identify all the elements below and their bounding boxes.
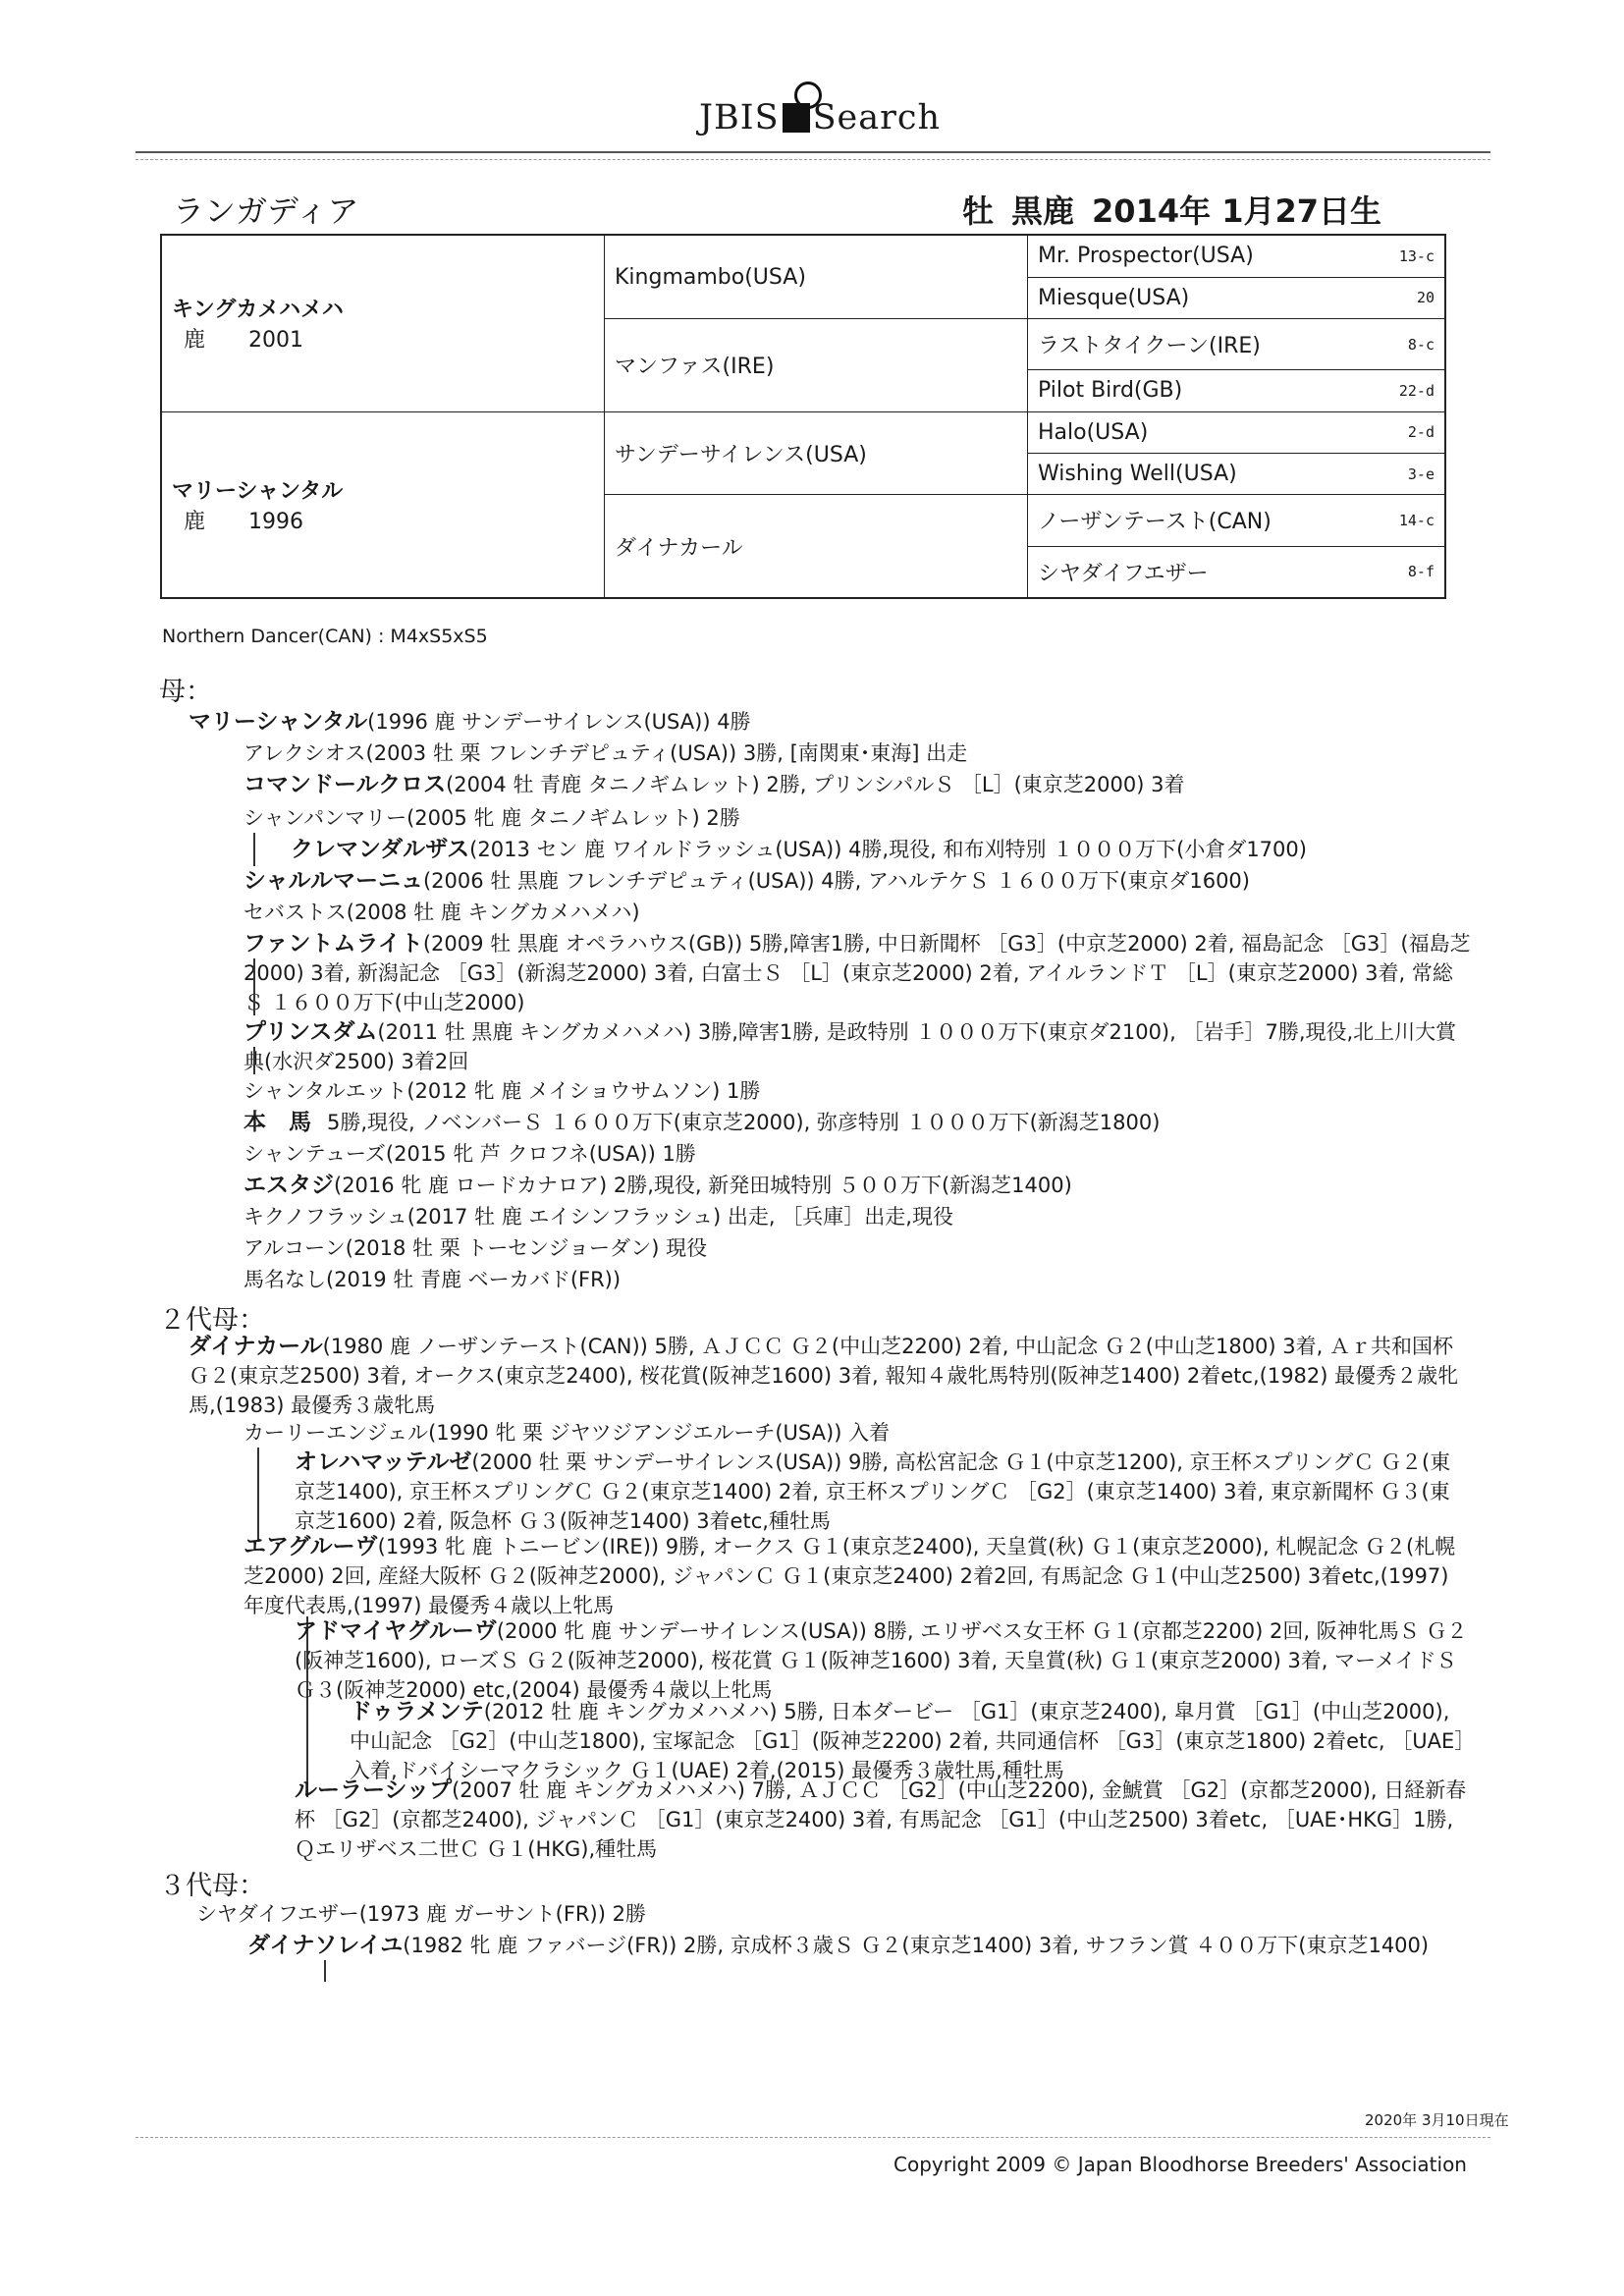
offspring-line: 本 馬 5勝,現役, ノベンバーＳ １６００万下(東京芝2000), 弥彦特別 １０００万下(新潟芝1800) [244, 1110, 1161, 1135]
ancestor-cell: Pilot Bird(GB) 22-d [1028, 370, 1446, 411]
dam-sire-cell: サンデーサイレンス(USA) [605, 411, 1028, 495]
horse-name: ランガディア [173, 192, 359, 230]
horse-info [962, 187, 1399, 232]
family-line: ダイナカール(1980 鹿 ノーザンテースト(CAN)) 5勝, ＡＪＣＣ Ｇ２(中山芝2200) 2着, 中山記念 Ｇ２(中山芝1800) 3着, Ａｒ共和国杯 Ｇ２(東京芝2500) 3着, オークス(東京芝2400), 桜花賞(阪神芝1600) 3着, 報知４歳牝馬特別(阪神芝1400) 2着etc,(1982) 最優秀２歳牝馬,(1983) 最優秀３歳牝馬 [189, 1334, 1459, 1417]
header-rule [135, 151, 1490, 153]
ancestor-cell: シヤダイフエザー 8-f [1028, 546, 1446, 598]
family-line: ダイナソレイユ(1982 牝 鹿 ファバージ(FR)) 2勝, 京成杯３歳Ｓ Ｇ２(東京芝1400) 3着, サフラン賞 ４００万下(東京芝1400) [247, 1933, 1430, 1958]
family-line: カーリーエンジェル(1990 牝 栗 ジヤツジアンジエルーチ(USA)) 入着 [244, 1421, 891, 1445]
offspring-line: プリンスダム(2011 牡 黒鹿 キングカメハメハ) 3勝,障害1勝, 是政特別 １０００万下(東京ダ2100), ［岩手］7勝,現役,北上川大賞典(水沢ダ2500) 3着2回 [244, 1019, 1457, 1073]
coat-color: 黒鹿 [1011, 192, 1075, 230]
offspring-line: セバストス(2008 牡 鹿 キングカメハメハ) [244, 901, 640, 924]
lineage-bar [253, 1047, 255, 1074]
offspring-line: シャンパンマリー(2005 牝 鹿 タニノギムレット) 2勝 [244, 806, 740, 830]
ancestor-cell: ノーザンテースト(CAN) 14-c [1028, 495, 1446, 546]
birth-date: 2014年 1月27日生 [1092, 192, 1382, 230]
lineage-bar [253, 958, 255, 1015]
as-of-date: 2020年 3月10日現在 [1365, 2111, 1509, 2129]
offspring-line: シャンテューズ(2015 牝 芦 クロフネ(USA)) 1勝 [244, 1142, 696, 1166]
lineage-bar [324, 1960, 326, 1982]
section-third-dam: ３代母： [159, 1871, 265, 1901]
offspring-line: クレマンダルザス(2013 セン 鹿 ワイルドラッシュ(USA)) 4勝,現役, 和布刈特別 １０００万下(小倉ダ1700) [291, 837, 1307, 862]
offspring-line: エスタジ(2016 牝 鹿 ロードカナロア) 2勝,現役, 新発田城特別 ５００万下(新潟芝1400) [244, 1173, 1072, 1198]
pedigree-table [160, 234, 1446, 599]
family-line: ドゥラメンテ(2012 牡 鹿 キングカメハメハ) 5勝, 日本ダービー ［G1］(東京芝2400), 皐月賞 ［G1］(中山芝2000), 中山記念 ［G2］(中山芝1800), 宝塚記念 ［G1］(阪神芝2200) 2着, 共同通信杯 ［G3］(東京芝1800) 2着etc, ［UAE］入着,ドバイシーマクラシック Ｇ１(UAE) 2着,(2015) 最優秀３歳牡馬,種牡馬 [350, 1699, 1465, 1782]
offspring-line: キクノフラッシュ(2017 牡 鹿 エイシンフラッシュ) 出走, ［兵庫］出走,現役 [244, 1205, 953, 1229]
offspring-line: コマンドールクロス(2004 牡 青鹿 タニノギムレット) 2勝, プリンシパルＳ ［L］(東京芝2000) 3着 [244, 772, 1185, 797]
header-rule-dashed [135, 159, 1490, 160]
ancestor-cell: Miesque(USA) 20 [1028, 277, 1446, 318]
inbreeding-note: Northern Dancer(CAN) : M4xS5xS5 [162, 626, 488, 647]
ancestor-cell: Mr. Prospector(USA) 13-c [1028, 235, 1446, 277]
lineage-bar [253, 833, 255, 866]
section-second-dam: ２代母： [159, 1305, 265, 1336]
offspring-line: ファントムライト(2009 牡 黒鹿 オペラハウス(GB)) 5勝,障害1勝, 中日新聞杯 ［G3］(中京芝2000) 2着, 福島記念 ［G3］(福島芝2000) 3着, 新潟記念 ［G3］(新潟芝2000) 3着, 白富士Ｓ ［L］(東京芝2000) 2着, アイルランドＴ ［L］(東京芝2000) 3着, 常総Ｓ １６００万下(中山芝2000) [244, 931, 1471, 1014]
copyright: Copyright 2009 © Japan Bloodhorse Breeders' Association [893, 2153, 1467, 2176]
family-line: オレハマッテルゼ(2000 牡 栗 サンデーサイレンス(USA)) 9勝, 高松宮記念 Ｇ１(中京芝1200), 京王杯スプリングＣ Ｇ２(東京芝1400), 京王杯スプリングＣ Ｇ２(東京芝1400) 2着, 京王杯スプリングＣ ［G2］(東京芝1400) 3着, 東京新聞杯 Ｇ３(東京芝1600) 2着, 阪急杯 Ｇ３(阪神芝1400) 3着etc,種牡馬 [295, 1449, 1451, 1533]
offspring-line: 馬名なし(2019 牡 青鹿 ベーカバド(FR)) [244, 1268, 622, 1291]
sire-cell: キングカメハメハ 鹿 2001 [161, 235, 605, 411]
dam-cell: マリーシャンタル 鹿 1996 [161, 411, 605, 598]
dam-dam-cell: ダイナカール [605, 495, 1028, 598]
section-dam: 母： [159, 677, 212, 707]
lineage-bar [257, 1448, 259, 1542]
sire-sire-cell: Kingmambo(USA) [605, 235, 1028, 319]
ancestor-cell: Halo(USA) 2-d [1028, 411, 1446, 453]
family-line: ルーラーシップ(2007 牡 鹿 キングカメハメハ) 7勝, ＡＪＣＣ ［G2］(中山芝2200), 金鯱賞 ［G2］(京都芝2000), 日経新春杯 ［G2］(京都芝2400), ジャパンＣ ［G1］(東京芝2400) 3着, 有馬記念 ［G1］(中山芝2500) 3着etc, ［UAE･HKG］1勝,Ｑエリザベス二世Ｃ Ｇ１(HKG),種牡馬 [295, 1777, 1467, 1861]
dam-head: マリーシャンタル(1996 鹿 サンデーサイレンス(USA)) 4勝 [189, 709, 751, 735]
family-line: エアグルーヴ(1993 牝 鹿 トニービン(IRE)) 9勝, オークス Ｇ１(東京芝2400), 天皇賞(秋) Ｇ１(東京芝2000), 札幌記念 Ｇ２(札幌芝2000) 2回, 産経大阪杯 Ｇ２(阪神芝2000), ジャパンＣ Ｇ１(東京芝2400) 2着2回, 有馬記念 Ｇ１(中山芝2500) 3着etc,(1997) 年度代表馬,(1997) 最優秀４歳以上牝馬 [244, 1534, 1456, 1617]
ancestor-cell: Wishing Well(USA) 3-e [1028, 453, 1446, 494]
sire-dam-cell: マンファス(IRE) [605, 319, 1028, 412]
jbis-search-logo: JBIS Search [699, 98, 941, 137]
footer-rule [135, 2137, 1490, 2138]
family-line: シヤダイフエザー(1973 鹿 ガーサント(FR)) 2勝 [196, 1902, 646, 1926]
offspring-line: アルコーン(2018 牡 栗 トーセンジョーダン) 現役 [244, 1236, 708, 1260]
family-line: アドマイヤグルーヴ(2000 牝 鹿 サンデーサイレンス(USA)) 8勝, エリザベス女王杯 Ｇ１(京都芝2200) 2回, 阪神牝馬Ｓ Ｇ２(阪神芝1600), ローズＳ Ｇ２(阪神芝2000), 桜花賞 Ｇ１(阪神芝1600) 3着, 天皇賞(秋) Ｇ１(東京芝2000) 3着, マーメイドＳ Ｇ３(阪神芝2000) etc,(2004) 最優秀４歳以上牝馬 [295, 1618, 1468, 1702]
offspring-line: シャルルマーニュ(2006 牡 黒鹿 フレンチデピュティ(USA)) 4勝, アハルテケＳ １６００万下(東京ダ1600) [244, 868, 1250, 894]
offspring-line: アレクシオス(2003 牡 栗 フレンチデピュティ(USA)) 3勝, [南関東･東海] 出走 [244, 741, 968, 765]
sex: 牡 [962, 192, 995, 230]
offspring-line: シャンタルエット(2012 牝 鹿 メイショウサムソン) 1勝 [244, 1079, 761, 1103]
horse-logo-icon [783, 103, 810, 133]
ancestor-cell: ラストタイクーン(IRE) 8-c [1028, 319, 1446, 370]
